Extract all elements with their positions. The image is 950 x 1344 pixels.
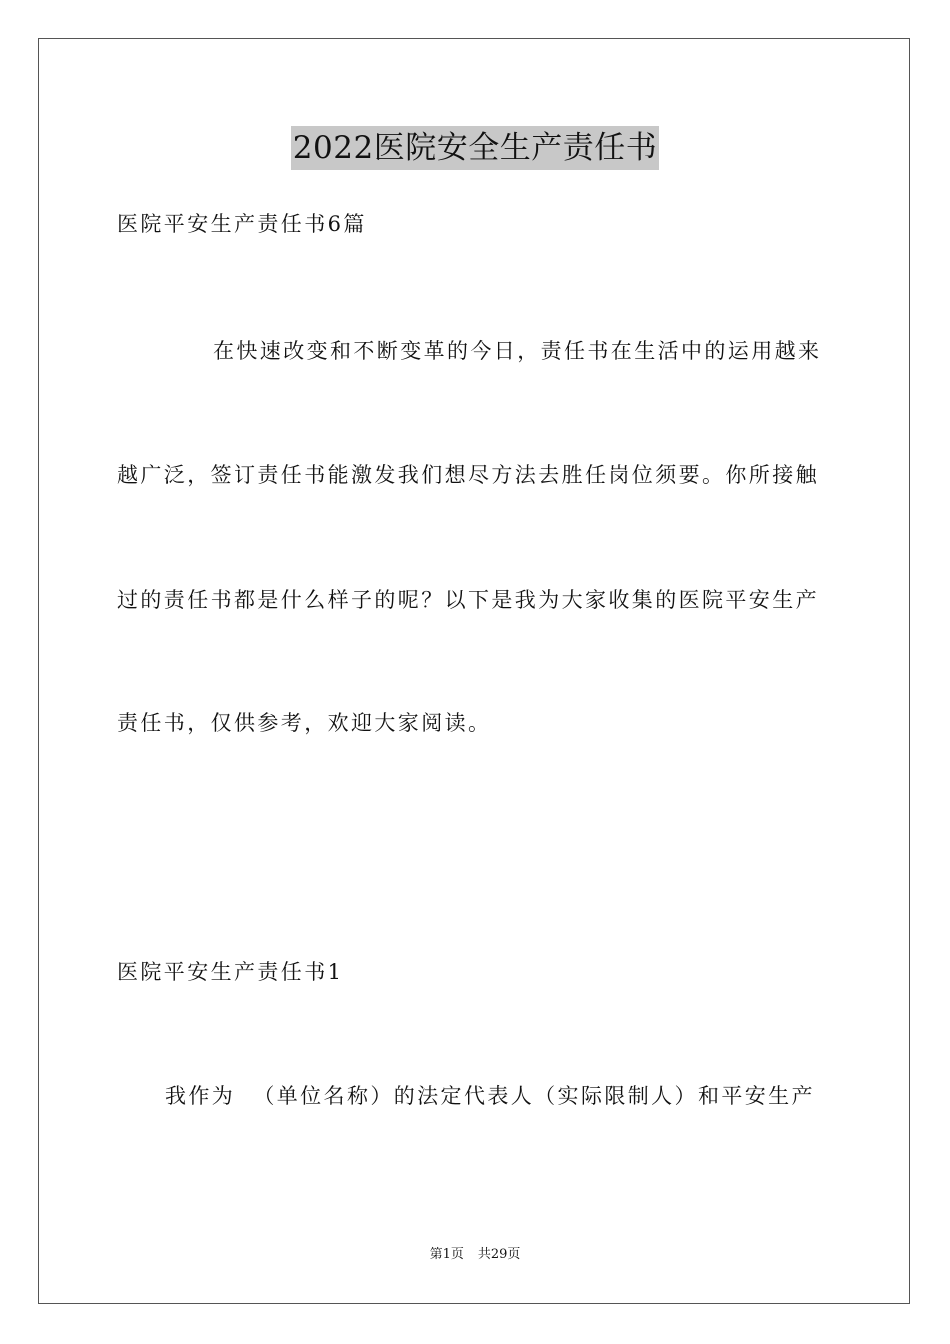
document-title: 2022医院安全生产责任书 — [291, 126, 659, 170]
title-wrap — [0, 126, 950, 170]
page-footer — [0, 1246, 950, 1264]
page-total: 共29页 — [477, 1247, 521, 1262]
section-first-line: 我作为 （单位名称）的法定代表人（实际限制人）和平安生产 — [165, 1084, 815, 1108]
intro-line-4: 责任书，仅供参考，欢迎大家阅读。 — [117, 711, 492, 735]
page-number: 第1页 — [429, 1247, 464, 1262]
intro-line-2: 越广泛，签订责任书能激发我们想尽方法去胜任岗位须要。你所接触 — [117, 463, 819, 487]
intro-line-3: 过的责任书都是什么样子的呢？以下是我为大家收集的医院平安生产 — [117, 588, 819, 612]
intro-line-1: 在快速改变和不断变革的今日，责任书在生活中的运用越来 — [213, 339, 822, 363]
document-subtitle: 医院平安生产责任书6篇 — [117, 212, 367, 236]
section-heading: 医院平安生产责任书1 — [117, 960, 344, 984]
